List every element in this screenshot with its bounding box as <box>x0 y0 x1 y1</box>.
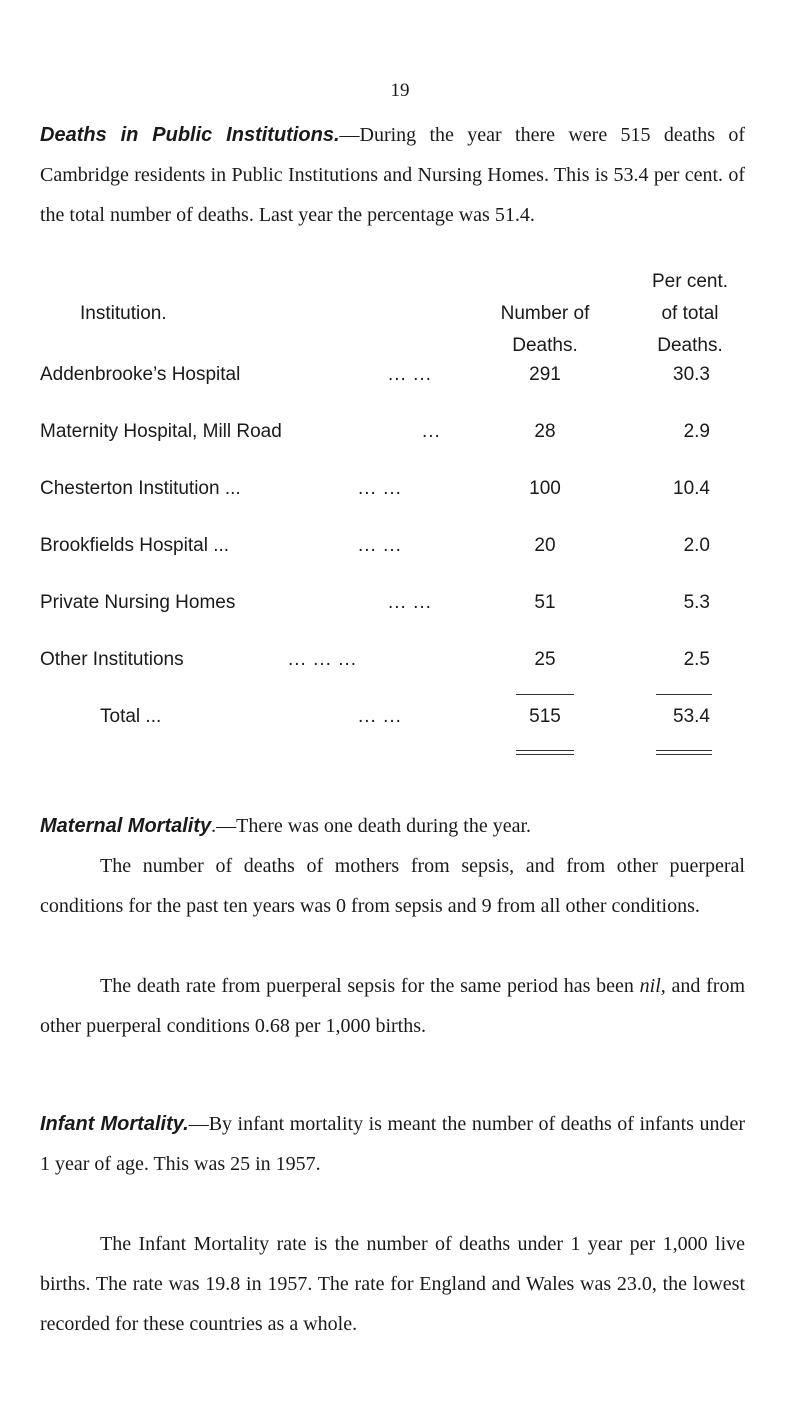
institutions-text: —During the year there were 515 deaths of Cambridge residents in Public Institutions and Nursing Homes. This is 53.4 per cent. of the total number of deaths. Last year the percentage was 51.4. <box>40 124 745 226</box>
institution-name: Other Institutions <box>40 649 184 670</box>
double-rule-number <box>516 750 574 755</box>
institutions-heading: Deaths in Public Institutions. <box>40 124 340 146</box>
table-row <box>0 592 800 622</box>
leader-dots: ... ... <box>358 478 402 499</box>
table-row <box>0 421 800 451</box>
maternal-text: .—There was one death during the year. <box>211 815 532 837</box>
table-row <box>0 649 800 679</box>
header-number-line1: Number of <box>500 303 590 324</box>
institution-name: Brookfields Hospital ... <box>40 535 230 556</box>
maternal-paragraph-1 <box>40 806 745 846</box>
deaths-percent: 2.9 <box>683 421 710 442</box>
infant-paragraph-1 <box>40 1104 745 1184</box>
institution-name: Chesterton Institution ... <box>40 478 241 499</box>
leader-dots: ... <box>422 421 441 442</box>
infant-text: —By infant mortality is meant the number of deaths of infants under 1 year of age. This was 25 in 1957. <box>40 1113 745 1175</box>
total-number: 515 <box>529 706 561 727</box>
header-pct-line2: of total <box>661 303 719 324</box>
leader-dots: ... ... <box>388 364 432 385</box>
table-row <box>0 364 800 394</box>
deaths-number: 20 <box>534 535 556 556</box>
deaths-number: 51 <box>534 592 556 613</box>
total-row <box>0 706 800 736</box>
deaths-percent: 2.0 <box>683 535 710 556</box>
header-pct-line1: Per cent. <box>651 271 729 292</box>
page-number: 19 <box>390 80 410 101</box>
leader-dots: ... ... <box>358 535 402 556</box>
double-rule-percent <box>656 750 712 755</box>
deaths-percent: 10.4 <box>673 478 710 499</box>
institutions-paragraph <box>40 115 745 235</box>
total-rule-number <box>516 694 574 695</box>
maternal-paragraph-3 <box>40 966 745 1046</box>
maternal-p3-nil: nil, <box>639 975 666 997</box>
deaths-percent: 5.3 <box>683 592 710 613</box>
maternal-p3-start: The death rate from puerperal sepsis for the same period has been <box>100 975 634 997</box>
deaths-percent: 2.5 <box>683 649 710 670</box>
maternal-p3-end: and from other puerperal conditions 0.68 per 1,000 births. <box>40 975 745 1037</box>
infant-heading: Infant Mortality. <box>40 1113 189 1135</box>
infant-paragraph-2: The Infant Mortality rate is the number of deaths under 1 year per 1,000 live births. The rate was 19.8 in 1957. The rate for England and Wales was 23.0, the lowest recorded for these countries as a whole. <box>40 1233 745 1335</box>
maternal-paragraph-2: The number of deaths of mothers from sepsis, and from other puerperal conditions for the past ten years was 0 from sepsis and 9 from all other conditions. <box>40 855 745 917</box>
header-pct-line3: Deaths. <box>657 335 723 356</box>
leader-dots: ... ... <box>358 706 402 727</box>
total-percent: 53.4 <box>673 706 710 727</box>
header-institution: Institution. <box>80 303 167 324</box>
deaths-number: 25 <box>534 649 556 670</box>
table-row <box>0 478 800 508</box>
institution-name: Maternity Hospital, Mill Road <box>40 421 282 442</box>
institution-name: Private Nursing Homes <box>40 592 236 613</box>
deaths-number: 28 <box>534 421 556 442</box>
maternal-heading: Maternal Mortality <box>40 815 212 837</box>
leader-dots: ... ... <box>388 592 432 613</box>
leader-dots: ... ... ... <box>288 649 358 670</box>
table-row <box>0 535 800 565</box>
institution-name: Addenbrooke’s Hospital <box>40 364 241 385</box>
deaths-number: 291 <box>529 364 561 385</box>
deaths-percent: 30.3 <box>673 364 710 385</box>
total-rule-percent <box>656 694 712 695</box>
total-label: Total ... <box>100 706 162 727</box>
deaths-number: 100 <box>529 478 561 499</box>
header-number-line2: Deaths. <box>512 335 578 356</box>
